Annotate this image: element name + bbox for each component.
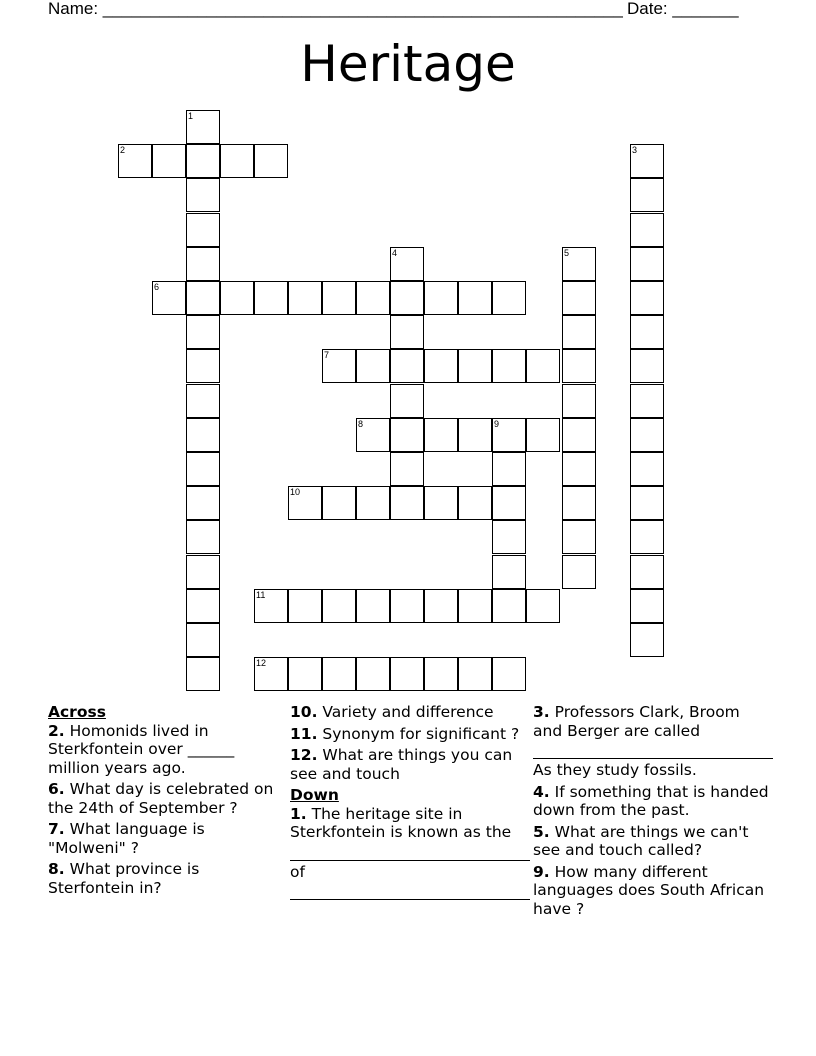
grid-cell[interactable] [630, 384, 664, 418]
cell-number: 11 [256, 589, 266, 600]
clue-number: 5. [533, 822, 550, 841]
grid-cell[interactable] [630, 281, 664, 315]
clue-text: of [290, 862, 305, 881]
grid-cell[interactable] [458, 657, 492, 691]
grid-cell[interactable] [186, 384, 220, 418]
clue-down-4 [533, 783, 773, 820]
cell-number: 4 [392, 247, 398, 258]
grid-cell[interactable] [186, 589, 220, 623]
grid-cell[interactable] [630, 247, 664, 281]
cell-number: 7 [324, 350, 330, 361]
clue-text: Homonids lived in Sterkfontein over ______ million years ago. [48, 721, 235, 777]
grid-cell[interactable] [562, 452, 596, 486]
grid-cell[interactable] [424, 281, 458, 315]
clue-number: 3. [533, 703, 550, 721]
grid-cell[interactable] [390, 452, 424, 486]
grid-cell[interactable] [630, 144, 664, 178]
grid-cell[interactable] [390, 589, 424, 623]
grid-cell[interactable] [424, 657, 458, 691]
grid-cell[interactable] [492, 349, 526, 383]
clue-across-11 [290, 725, 530, 744]
grid-cell[interactable] [630, 349, 664, 383]
grid-cell[interactable] [630, 589, 664, 623]
grid-cell[interactable] [186, 247, 220, 281]
clue-across-6 [48, 780, 280, 817]
grid-cell[interactable] [186, 178, 220, 212]
grid-cell[interactable] [322, 589, 356, 623]
clue-across-2 [48, 722, 280, 778]
grid-cell[interactable] [492, 486, 526, 520]
cell-number: 8 [358, 418, 364, 429]
grid-cell[interactable] [562, 247, 596, 281]
clue-number: 10. [290, 703, 318, 721]
grid-cell[interactable] [492, 418, 526, 452]
grid-cell[interactable] [630, 486, 664, 520]
answer-blank-line [290, 846, 530, 861]
grid-cell[interactable] [186, 623, 220, 657]
page-title: Heritage [300, 35, 516, 93]
cell-number: 12 [256, 658, 267, 669]
grid-cell[interactable] [492, 281, 526, 315]
grid-cell[interactable] [526, 589, 560, 623]
clues-column-1 [48, 703, 280, 900]
grid-cell[interactable] [390, 281, 424, 315]
grid-cell[interactable] [492, 555, 526, 589]
grid-cell[interactable] [492, 657, 526, 691]
grid-cell[interactable] [254, 144, 288, 178]
clue-down-5 [533, 823, 773, 860]
clue-down-1 [290, 805, 530, 901]
date-field[interactable]: Date: _______ [627, 0, 739, 18]
clue-number: 6. [48, 780, 65, 798]
grid-cell[interactable] [186, 349, 220, 383]
clue-number: 7. [48, 820, 65, 838]
clue-across-7 [48, 820, 280, 857]
grid-cell[interactable] [390, 315, 424, 349]
grid-cell[interactable] [322, 657, 356, 691]
clue-across-12 [290, 746, 530, 783]
clue-text: If something that is handed down from the past. [533, 782, 769, 819]
grid-cell[interactable] [254, 589, 288, 623]
grid-cell[interactable] [322, 486, 356, 520]
grid-cell[interactable] [390, 247, 424, 281]
grid-cell[interactable] [186, 144, 220, 178]
answer-blank-line [533, 744, 773, 759]
grid-cell[interactable] [390, 657, 424, 691]
grid-cell[interactable] [288, 657, 322, 691]
clue-down-9 [533, 863, 773, 919]
clue-down-3 [533, 703, 773, 780]
clue-number: 8. [48, 860, 65, 878]
grid-cell[interactable] [458, 418, 492, 452]
grid-cell[interactable] [562, 555, 596, 589]
clue-text: The heritage site in Sterkfontein is known as the [290, 804, 512, 841]
grid-cell[interactable] [492, 520, 526, 554]
grid-cell[interactable] [356, 418, 390, 452]
clue-text: Variety and difference [322, 703, 494, 721]
grid-cell[interactable] [562, 384, 596, 418]
grid-cell[interactable] [526, 349, 560, 383]
clue-text: What are things you can see and touch [290, 746, 513, 783]
grid-cell[interactable] [424, 589, 458, 623]
grid-cell[interactable] [562, 418, 596, 452]
clue-number: 11. [290, 724, 318, 743]
grid-cell[interactable] [186, 520, 220, 554]
grid-cell[interactable] [288, 589, 322, 623]
grid-cell[interactable] [186, 452, 220, 486]
grid-cell[interactable] [458, 349, 492, 383]
clue-text: What province is Sterfontein in? [48, 860, 200, 897]
grid-cell[interactable] [288, 486, 322, 520]
grid-cell[interactable] [630, 418, 664, 452]
grid-cell[interactable] [322, 281, 356, 315]
clue-number: 2. [48, 721, 65, 740]
grid-cell[interactable] [630, 452, 664, 486]
cell-number: 10 [290, 487, 301, 498]
cell-number: 5 [564, 247, 570, 258]
grid-cell[interactable] [118, 144, 152, 178]
clue-text: What are things we can't see and touch called? [533, 822, 749, 859]
grid-cell[interactable] [220, 144, 254, 178]
cell-number: 1 [188, 111, 194, 121]
grid-cell[interactable] [322, 349, 356, 383]
grid-cell[interactable] [630, 213, 664, 247]
grid-cell[interactable] [424, 418, 458, 452]
grid-cell[interactable] [562, 349, 596, 383]
clue-number: 9. [533, 862, 550, 881]
grid-cell[interactable] [424, 486, 458, 520]
grid-cell[interactable] [630, 520, 664, 554]
grid-cell[interactable] [562, 281, 596, 315]
clue-number: 1. [290, 804, 307, 823]
grid-cell[interactable] [186, 418, 220, 452]
grid-cell[interactable] [220, 281, 254, 315]
grid-cell[interactable] [288, 281, 322, 315]
answer-blank-line [290, 885, 530, 900]
grid-cell[interactable] [458, 486, 492, 520]
grid-cell[interactable] [186, 281, 220, 315]
grid-cell[interactable] [356, 589, 390, 623]
grid-cell[interactable] [424, 349, 458, 383]
grid-cell[interactable] [562, 486, 596, 520]
grid-cell[interactable] [630, 315, 664, 349]
grid-cell[interactable] [390, 384, 424, 418]
cell-number: 3 [632, 145, 638, 156]
clue-text: Professors Clark, Broom and Berger are called [533, 703, 740, 740]
grid-cell[interactable] [356, 657, 390, 691]
grid-cell[interactable] [356, 349, 390, 383]
grid-cell[interactable] [254, 281, 288, 315]
clue-number: 4. [533, 782, 550, 801]
across-heading: Across [48, 703, 106, 721]
grid-cell[interactable] [492, 452, 526, 486]
down-heading: Down [290, 786, 339, 804]
grid-cell[interactable] [630, 555, 664, 589]
grid-cell[interactable] [186, 486, 220, 520]
grid-cell[interactable] [186, 657, 220, 691]
clue-text: What day is celebrated on the 24th of September ? [48, 780, 274, 817]
grid-cell[interactable] [186, 315, 220, 349]
clue-number: 12. [290, 746, 318, 764]
grid-cell[interactable] [390, 418, 424, 452]
clue-text: How many different languages does South African have ? [533, 862, 765, 918]
grid-cell[interactable] [492, 589, 526, 623]
grid-cell[interactable] [254, 657, 288, 691]
clue-text: What language is "Molweni" ? [48, 820, 205, 857]
grid-cell[interactable] [356, 486, 390, 520]
grid-cell[interactable] [186, 213, 220, 247]
grid-cell[interactable] [526, 418, 560, 452]
cell-number: 6 [154, 282, 160, 292]
clue-text: As they study fossils. [533, 761, 697, 779]
cell-number: 2 [120, 145, 126, 156]
grid-cell[interactable] [630, 623, 664, 657]
grid-cell[interactable] [152, 281, 186, 315]
clues-column-2 [290, 703, 530, 903]
grid-cell[interactable] [390, 486, 424, 520]
grid-cell[interactable] [390, 349, 424, 383]
clue-across-10 [290, 703, 530, 722]
grid-cell[interactable] [630, 178, 664, 212]
grid-cell[interactable] [458, 281, 492, 315]
grid-cell[interactable] [356, 281, 390, 315]
clue-across-8 [48, 860, 280, 897]
grid-cell[interactable] [152, 144, 186, 178]
grid-cell[interactable] [562, 315, 596, 349]
grid-cell[interactable] [186, 555, 220, 589]
grid-cell[interactable] [562, 520, 596, 554]
name-field[interactable]: Name: _______________________________________________________ [48, 0, 623, 18]
cell-number: 9 [494, 418, 500, 429]
clue-text: Synonym for significant ? [322, 724, 520, 743]
clues-column-3 [533, 703, 773, 921]
grid-cell[interactable] [458, 589, 492, 623]
grid-cell[interactable] [186, 110, 220, 144]
